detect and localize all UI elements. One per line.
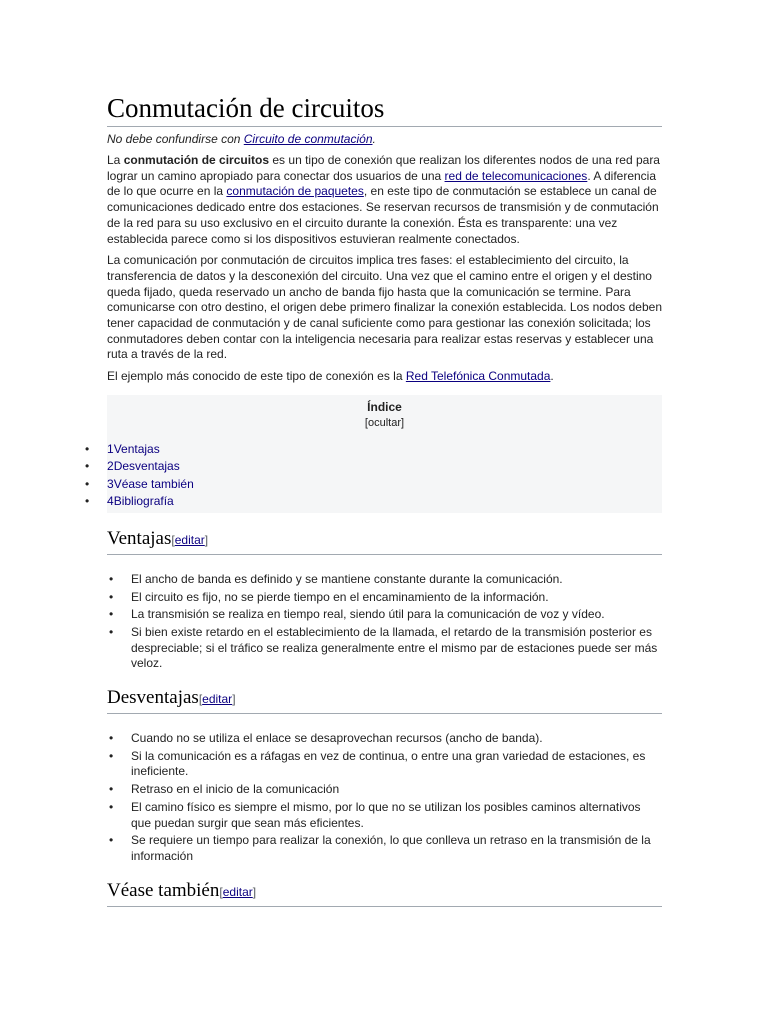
- list-item: • Cuando no se utiliza el enlace se desaprovechan recursos (ancho de banda).: [131, 731, 662, 747]
- intro-text: La: [107, 153, 124, 167]
- intro-bold-term: conmutación de circuitos: [123, 153, 270, 167]
- edit-section: [171, 533, 208, 547]
- toc-toggle[interactable]: [107, 415, 662, 431]
- toc-item-number: 2: [107, 459, 114, 474]
- edit-bracket: ]: [204, 532, 209, 547]
- toc-item-label[interactable]: Bibliografía: [113, 494, 174, 509]
- hatnote-prefix: No debe confundirse con: [107, 132, 244, 146]
- edit-link[interactable]: editar: [222, 884, 253, 899]
- table-of-contents: [107, 395, 662, 513]
- section-heading-desventajas: [107, 686, 662, 714]
- list-item: • El ancho de banda es definido y se mantiene constante durante la comunicación.: [131, 572, 662, 588]
- edit-bracket: [: [219, 884, 223, 899]
- list-item: • El circuito es fijo, no se pierde tiempo en el encaminamiento de la información.: [131, 590, 662, 606]
- toc-item-label[interactable]: Desventajas: [113, 459, 180, 474]
- ventajas-list: [107, 572, 662, 672]
- hatnote: [107, 131, 662, 147]
- edit-bracket: ]: [252, 884, 257, 899]
- edit-section: [199, 692, 236, 706]
- section-heading-vease: [107, 879, 662, 907]
- list-item: • Si bien existe retardo en el establecimiento de la llamada, el retardo de la transmisión posterior es despreciable; si el tráfico se realiza generalmente entre el mismo par de estaciones puede ser más veloz.: [131, 625, 662, 672]
- section-title: Ventajas: [107, 527, 172, 549]
- toc-item[interactable]: [107, 458, 662, 476]
- edit-link[interactable]: editar: [202, 692, 233, 707]
- hatnote-link[interactable]: Circuito de conmutación: [243, 132, 373, 146]
- page-title: Conmutación de circuitos: [107, 92, 662, 127]
- link-red-telecomunicaciones[interactable]: red de telecomunicaciones: [444, 168, 588, 183]
- toc-toggle-label[interactable]: [ocultar]: [364, 416, 405, 429]
- list-item: • Si la comunicación es a ráfagas en vez de continua, o entre una gran variedad de estaciones, es ineficiente.: [131, 749, 662, 780]
- edit-link[interactable]: editar: [174, 532, 205, 547]
- toc-item-number: 3: [107, 476, 114, 491]
- section-title: Desventajas: [107, 687, 199, 709]
- toc-list: [107, 441, 662, 511]
- link-red-telefonica[interactable]: Red Telefónica Conmutada: [405, 369, 551, 384]
- toc-item[interactable]: [107, 493, 662, 511]
- intro-text: .: [550, 369, 554, 384]
- section-heading-ventajas: [107, 527, 662, 555]
- edit-bracket: [: [198, 692, 203, 707]
- desventajas-list: [107, 731, 662, 865]
- intro-paragraph-2: La comunicación por conmutación de circuitos implica tres fases: el establecimiento del circuito, la transferencia de datos y la desconexión del circuito. Una vez que el camino entre el origen y el destino queda fijado, queda reservado un ancho de banda fijo hasta que la comunicación se termine. Para comunicarse con otro destino, el origen debe primero finalizar la conexión establecida. Los nodos deben tener capacidad de conmutación y de canal suficiente como para gestionar las conexión solicitada; los conmutadores deben contar con la inteligencia necesaria para realizar estas reservas y establecer una ruta a través de la red.: [107, 253, 663, 362]
- intro-paragraph-1: [107, 153, 662, 247]
- intro-text: , en este tipo de conmutación se establece un canal de comunicaciones dedicado entre dos estaciones. Se reservan recursos de transmisión y de conmutación de la red para su uso exclusivo en el circuito durante la conexión. Ésta es transparente: una vez establecida parece como si los dispositivos estuvieran realmente conectados.: [107, 184, 659, 246]
- list-item: • Se requiere un tiempo para realizar la conexión, lo que conlleva un retraso en la transmisión de la información: [131, 833, 662, 864]
- edit-bracket: [: [171, 532, 175, 547]
- intro-text: . A diferencia de lo que ocurre en la: [107, 168, 657, 199]
- link-conmutacion-paquetes[interactable]: conmutación de paquetes: [226, 184, 364, 199]
- section-title: Véase también: [107, 879, 220, 901]
- intro-text: es un tipo de conexión que realizan los diferentes nodos de una red para lograr un camino apropiado para conectar dos usuarios de una: [107, 153, 660, 183]
- toc-item-label[interactable]: Ventajas: [113, 441, 160, 456]
- toc-title: Índice: [367, 399, 402, 414]
- article: [107, 92, 662, 907]
- toc-item-label[interactable]: Véase también: [113, 476, 194, 491]
- list-item: • El camino físico es siempre el mismo, por lo que no se utilizan los posibles caminos alternativos que puedan surgir que sean más eficientes.: [131, 800, 662, 831]
- toc-item-number: 4: [107, 494, 114, 509]
- list-item: • La transmisión se realiza en tiempo real, siendo útil para la comunicación de voz y vídeo.: [131, 607, 662, 623]
- toc-item-number: 1: [107, 441, 114, 456]
- edit-section: [219, 885, 256, 899]
- hatnote-suffix: .: [372, 132, 376, 146]
- toc-item[interactable]: [107, 476, 662, 494]
- intro-text: El ejemplo más conocido de este tipo de conexión es la: [107, 369, 406, 384]
- edit-bracket: ]: [232, 692, 236, 707]
- intro-paragraph-3: [107, 369, 662, 385]
- toc-item[interactable]: [107, 441, 662, 459]
- list-item: • Retraso en el inicio de la comunicación: [131, 782, 662, 798]
